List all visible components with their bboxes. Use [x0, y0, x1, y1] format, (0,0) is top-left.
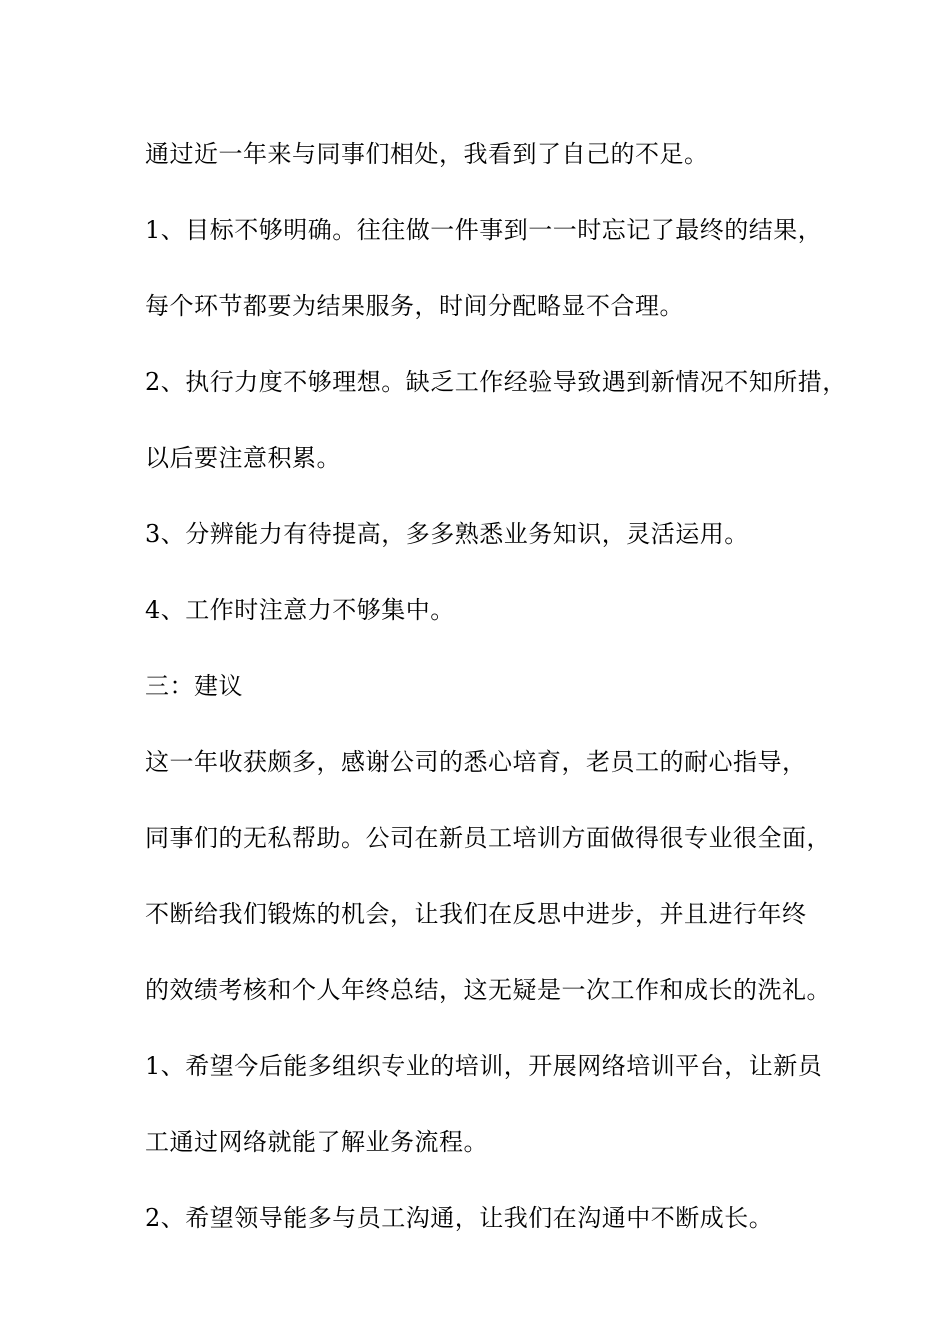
paragraph-line: 工通过网络就能了解业务流程。	[145, 1128, 488, 1156]
paragraph-line: 的效绩考核和个人年终总结，这无疑是一次工作和成长的洗礼。	[145, 976, 831, 1004]
document-body	[145, 128, 847, 1268]
paragraph-line: 1、目标不够明确。往往做一件事到一一时忘记了最终的结果，	[145, 216, 823, 244]
paragraph-line: 2、执行力度不够理想。缺乏工作经验导致遇到新情况不知所措，	[145, 368, 847, 396]
paragraph-line: 不断给我们锻炼的机会，让我们在反思中进步，并且进行年终	[145, 900, 807, 928]
paragraph-line: 1、希望今后能多组织专业的培训，开展网络培训平台，让新员	[145, 1052, 823, 1080]
paragraph-line: 同事们的无私帮助。公司在新员工培训方面做得很专业很全面，	[145, 824, 831, 852]
paragraph-line: 每个环节都要为结果服务，时间分配略显不合理。	[145, 292, 684, 320]
paragraph-line: 通过近一年来与同事们相处，我看到了自己的不足。	[145, 140, 709, 168]
paragraph-line: 2、希望领导能多与员工沟通，让我们在沟通中不断成长。	[145, 1204, 774, 1232]
paragraph-line: 这一年收获颇多，感谢公司的悉心培育，老员工的耐心指导，	[145, 748, 807, 776]
paragraph-line: 3、分辨能力有待提高，多多熟悉业务知识，灵活运用。	[145, 520, 749, 548]
section-heading: 三：建议	[145, 672, 243, 700]
paragraph-line: 4、工作时注意力不够集中。	[145, 596, 455, 624]
paragraph-line: 以后要注意积累。	[145, 444, 341, 472]
